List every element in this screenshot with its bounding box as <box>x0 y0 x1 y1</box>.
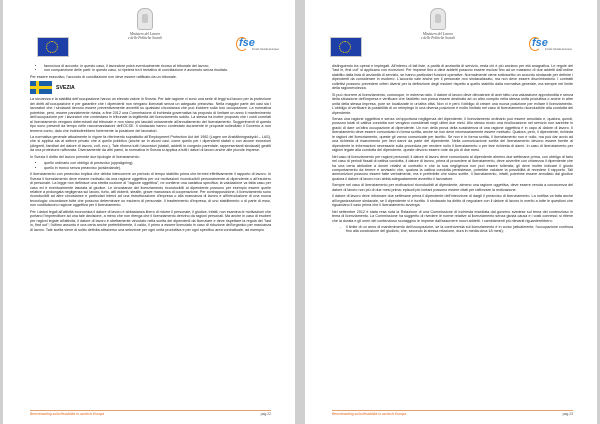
document-page-left <box>3 0 295 424</box>
paragraph: Nel settembre 2012 è stata resa nota la Relazione di una Commissione di inchiesta insediata dal governo svedese sul tema del contenzioso in tema di licenziamento. La Commissione ha suggerito di rivedere le norme relative al licenziamento senza giusta causa e i costi connessi; si ritiene che la durata e gli oneri del contenzioso scoraggino le imprese dall'assumere nuovi addetti. I cambiamenti più rilevanti riguarderebbero: <box>332 209 573 223</box>
page-body <box>332 64 573 236</box>
footer-title: Benchmarking sulla flessibilità in uscita in Europa <box>332 412 407 416</box>
dismissal-types-list <box>30 161 271 170</box>
paragraph: Senza una ragione oggettiva e senza un'opportuna negligenza del dipendente, il licenziamento ordinario può essere annullato e, qualora, quindi, possono totali di cattiva condotta non vengano considerati negli ultimi due mesi. Allo stesso modo una ricollocazione nel servizio non sarebbe in grado di dare un'altra occupazione al dipendente. Un non della prova della sussistenza di una ragione oggettiva è in capo al datore di lavoro. Il licenziamento deve essere comunicato in forma scritta, anche se non deve necessariamente essere motivato. Qualora, però, il dipendente, richieda le ragioni del licenziamento, queste gli vanno comunicate per iscritto. Se non è in forma scritta, il licenziamento non è nullo, ma può dar avvio ad una richiesta di risarcimento per lievi danni da parte del dipendente. Nella comunicazione scritta del licenziamento devono essere fornite al dipendente le informazioni necessarie sulla procedura per rendere nullo il licenziamento o per fare richiesta di danni. In caso di licenziamento per ragioni legate alla condotta del dipendente, queste devono essere note da più di due mesi. <box>332 116 573 153</box>
list-item: • non comparizione delle parti: in questo caso, si ripeterà tra il tentativo di conciliazione è avvenuto senza risultato. <box>44 68 271 72</box>
eu-flag-icon <box>330 37 362 57</box>
page-footer <box>332 412 573 418</box>
eu-flag-icon <box>37 37 69 57</box>
fse-logo-icon: fse Fondo Sociale Europeo <box>532 37 573 51</box>
page-body <box>30 64 271 234</box>
fse-logo-icon: fse Fondo Sociale Europeo <box>239 37 280 51</box>
page-number: pag.22 <box>260 412 271 416</box>
italian-republic-emblem-icon <box>137 8 153 30</box>
list-item: • fanno/oca di accordo: in questo caso, il lavoratore potrà eventualmente ricorso al tribunale del lavoro; <box>44 64 271 68</box>
paragraph: Per essere esecutivo, l'accordo di conciliazione non deve essere ratificato da un tribunale. <box>30 74 177 79</box>
sweden-flag-icon <box>30 81 52 94</box>
list-item: - il limite di un anno di mantenimento dell'occupazione, se la controversia sul licenziamento è in corso (attualmente, l'occupazione continua fino alla conclusione del giudizio, che, secondo la stessa relazione, dura in media circa 18 mesi); <box>346 225 573 234</box>
footer-divider <box>332 410 573 411</box>
paragraph: La normativa generale attualmente in vigore fa riferimento soprattutto all'Employment Protection Act del 1982 (Lagen om Anställningsskydd – LAS), che si applica sia al settore privato che a quello pubblico (anche se in alcuni casi, come quello per i dipendenti statali o con alcune eccezioni (dirigenti, familiari del datore di lavoro, colf, ecc.). Tale riforma tutti i lavoratori (statali, addetti in congedo parentale, rappresentanti sindacali) gestiti da una protezione rafforzata. Diversamente da altri paesi, la normativa in Svezia si applica a tutti i datori di lavoro anche alle piccole imprese. <box>30 134 271 153</box>
paragraph: In Svezia il diritto del lavoro prevede due tipologie di licenziamento: <box>30 154 140 159</box>
paragraph: Nel caso di licenziamento per ragioni personali, il datore di lavoro deve comunicarlo al dipendente almeno due settimane prima, con obbligo di farlo nel caso di periodi fissati di cattiva condotta, il datore di lavoro, prima di procedere al licenziamento, deve avvertire con chiarezza il dipendente che ha una certa abitudine a doveri relativi al contratto e che la sua negligenza non può essere tollerata; gli deve inoltre indicare il giusto comportamento da tenere e avvisarlo che, qualora la cattiva condotta persistesse, potrebbe valutare la possibilità di recedere il rapporto. Tali ammonizioni possono essere fatte verbalmente, ma è preferibile che siano scritte. Il licenziamento, infatti, potrebbe essere annullato dal giudice qualora il datore di lavoro non abbia adeguatamente avvertito il lavoratore. <box>332 154 573 181</box>
page-number: pag.23 <box>562 412 573 416</box>
paragraph: Il datore di lavoro deve informare due settimane prima il dipendente dell'intenzione di dargli il preavviso di licenziamento. La notifica va fatta anche all'organizzazione sindacale, se il dipendente vi è iscritto. Il sindacato ha diritto di negoziare con il datore di lavoro in merito a tutte le questioni che riguardano il caso prima che il licenziamento avvenga. <box>332 194 573 208</box>
section-title: SVEZIA <box>56 84 75 91</box>
document-page-right <box>305 0 597 424</box>
italian-republic-emblem-icon <box>430 8 446 30</box>
ministry-logo-text: Ministero del Lavoro e delle Politiche Sociali <box>127 32 163 41</box>
section-header-sweden <box>30 81 271 94</box>
paragraph: Il licenziamento con preavviso implica che debba intercorrere un periodo di tempo stabilito prima che termini effettivamente il rapporto di lavoro. In Svezia il licenziamento deve essere motivato da una ragione oggettiva per cui motivazioni riconducibili personalmente al dipendente o all'esubero di personale. La legge non definisce una stretta nozione di "ragione oggettiva", ne contiene una casistica specifica; la valutazione va fatta caso per caso ed è eventualmente lasciata al giudice. Le circostanze del licenziamento riconducibili al dipendente possono per esempio essere quelle relative a prolungata negligenza sul lavoro, furto, atti violenti, stealth, grave mancanza di cooperazione. Per contrapposizione, il licenziamento sono riconducibili ad altre circostanze e particolari interni ad una ristrutturazione d'impresa o alla mancanza di lavoro e all'introduzione di una nuova tecnologia: circostanze tutte che possono determinare un esubero di personale. Il trasferimento d'impresa, di uno stabilimento o di parte di esso, non costituiscono ragione oggettiva per il licenziamento. <box>30 172 271 208</box>
paragraph: La sicurezza e la stabilità dell'occupazione hanno un elevato valore in Svezia. Per tale ragione vi sono una serie di leggi sul lavoro per la protezione dei diritti all'occupazione e per garantire che i dipendenti non vengano licenziati senza un adeguato preavviso. Nella maggior parte dei casi sia i lavoratori che i sindacati devono essere preventivamente avvertiti su qualsiasi circostanza che può incidere sulla loro occupazione. La normativa potrebbe, però, essere parzialmente rivista; a fine 2012 una Commissione di inchiesta governativa ha proposto di limitare un anno il mantenimento dell'occupazione per i lavoratori che contestano in tribunale la legittimità del licenziamento subito. La stessa ha inoltre proposto che i costi correlati al licenziamento vengano determinati dal tribunale e non siano più lasciati unicamente all'annullamento del licenziamento. Suggerimenti di questo tipo sono presenti da tempo nelle raccomandazioni dell'OCSE. Il sindacato hanno contestato duramente le proposte sollecitato il Governo a non tenerne conto, dato che indebolirebbero fortemente la posizione dei lavoratori. <box>30 97 271 133</box>
outcome-list <box>30 64 271 73</box>
footer-divider <box>30 410 271 411</box>
paragraph: Sempre nel caso di licenziamento per motivazioni riconducibili al dipendente, almeno una ragione oggettiva, deve essere venuta a conoscenza del datore di lavoro non più di due mesi prima; episodi più lontani possono essere citati per rafforzare la motivazione. <box>332 183 573 192</box>
page-header <box>3 0 295 58</box>
page-header <box>305 0 597 58</box>
ministry-logo-text: Ministero del Lavoro e delle Politiche Sociali <box>420 32 456 41</box>
list-item: • quello in tronco senza preavviso (avskedande). <box>44 166 271 170</box>
paragraph: Per i datori legali all'attività economica il datore di lavoro è abbastanza libero di ridurre il personale; il giudice, infatti, non esamina le motivazioni che portano l'imprenditore ad una tale decisione, a meno che non ritenga che il licenziamento derivino da ragioni personali. Ma anche in caso di esuberi per ragioni legate all'attività, il datore di lavoro è strettamente vincolato nella scelta dei dipendenti da licenziare e deve rispettare la regola del "last in, first out"; l'ultimo assunto è una certa anche preferibilmente, il caldo, il primo a essere licenziato in caso di riduzione dell'organico per mancanza di lavoro. Tale scelta viene di solito definita attraverso una selezione per ogni unità produttiva e per ogni specifico area contrattuale, ad esempio <box>30 209 271 232</box>
proposed-changes-list <box>332 225 573 234</box>
paragraph: distinguendo tra operai e impiegati. All'interno di tali liste, a parità di anzianità di servizio, resta chi è più anziano per età anagrafica. Le regole del "last in, first out" si applicano con eccezioni. Per imprese fino a dieci addetti possono essere esclusi fino ad un massimo di due addetti dall'ordine stabilito dalla lista di anzianità di servizio, se hanno particolari funzioni operative. Normalmente viene sottoscritto un accordo sindacale per definire i dipendenti da considerare in esubero. L'accordo vale anche per il personale non sindacalizzato, ma non deve essere discriminatorio. I contratti collettivi possono prevedere criteri diversi per la definizione degli esuberi rispetto a quello stabilito dalla normativa generale, ma sempre nel limite della ragionevolezza. <box>332 64 573 91</box>
list-item: • quello ordinario con obbligo di preavviso (uppsägning); <box>44 161 271 165</box>
footer-title: Benchmarking sulla flessibilità in uscita in Europa <box>30 412 105 416</box>
paragraph: Si può ricorrere al licenziamento, comunque, in estrema ratio. Il datore di lavoro deve dimostrare di aver fatto una valutazione approfondita e senza della situazione dell'impresa e verificare che l'addetto non possa essere destinato ad un altro compito nella stessa unità produttiva o anche in altre unità della stessa impresa, pure se localizzate in un'altra città. Non vi è però l'obbligo di creare una nuova posizione per evitare il licenziamento. L'obbligo di verificare la possibilità di un reimpiego in una diversa posizione è molto limitato nel caso di licenziamento riconducibile alla condotta del dipendente. <box>332 92 573 115</box>
page-footer <box>30 412 271 418</box>
